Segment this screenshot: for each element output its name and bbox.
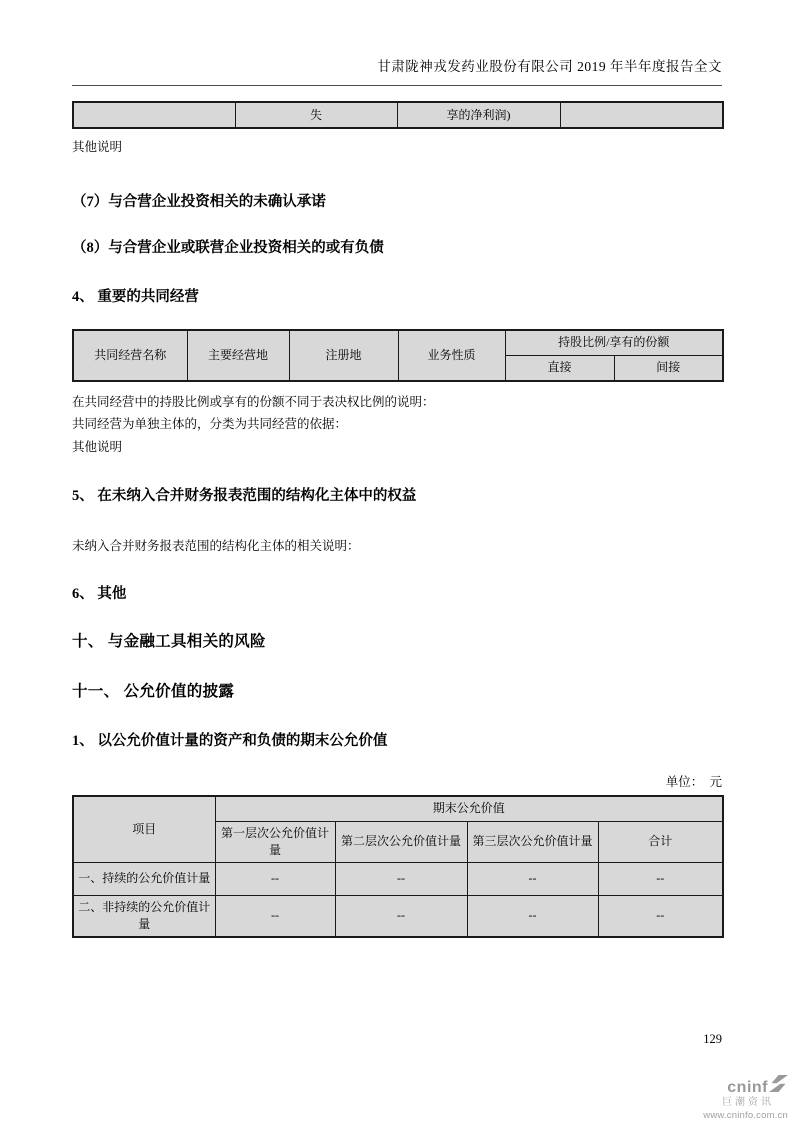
structured-entities-note: 未纳入合并财务报表范围的结构化主体的相关说明：	[72, 539, 360, 553]
row-label: 一、持续的公允价值计量	[73, 862, 215, 895]
carryover-cell-profit: 享的净利润)	[397, 102, 560, 128]
cell-value: --	[215, 895, 335, 937]
cell-value: --	[215, 862, 335, 895]
cninfo-logo	[696, 1075, 788, 1121]
heading-11-1-fair-value-period-end: 1、 以公允价值计量的资产和负债的期末公允价值	[72, 732, 388, 749]
heading-4-joint-operations: 4、 重要的共同经营	[72, 288, 199, 305]
cell-value: --	[335, 862, 467, 895]
cell-value: --	[467, 862, 598, 895]
joint-note-other: 其他说明	[72, 439, 123, 454]
other-note-label: 其他说明	[72, 140, 123, 154]
table-header-row	[73, 330, 723, 356]
col-joint-op-name: 共同经营名称	[73, 330, 187, 381]
heading-5-structured-entities: 5、 在未纳入合并财务报表范围的结构化主体中的权益	[72, 488, 417, 504]
col-direct: 直接	[505, 355, 614, 381]
col-business-nature: 业务性质	[398, 330, 505, 381]
heading-10-financial-instrument-risks: 十、 与金融工具相关的风险	[72, 632, 266, 650]
col-level3: 第三层次公允价值计量	[467, 821, 598, 862]
carryover-cell-empty-2	[560, 102, 723, 128]
col-total: 合计	[598, 821, 723, 862]
carryover-cell-empty-1	[73, 102, 235, 128]
col-level2: 第二层次公允价值计量	[335, 821, 467, 862]
joint-operations-table	[72, 329, 724, 382]
fair-value-table	[72, 795, 724, 938]
joint-note-basis: 共同经营为单独主体的，分类为共同经营的依据：	[72, 417, 348, 431]
unit-label: 单位： 元	[665, 774, 722, 789]
cninfo-logo-chinese-name: 巨潮资讯	[722, 1097, 774, 1108]
table-row-continuous	[73, 862, 723, 895]
cell-value: --	[598, 895, 723, 937]
joint-note-ratio: 在共同经营中的持股比例或享有的份额不同于表决权比例的说明：	[72, 394, 435, 409]
col-main-place: 主要经营地	[187, 330, 289, 381]
carryover-table	[72, 101, 724, 129]
heading-7-unrecognized-commitments: （7）与合营企业投资相关的未确认承诺	[72, 193, 326, 210]
cninfo-swoosh-icon	[769, 1075, 788, 1096]
cell-value: --	[335, 895, 467, 937]
table-row-noncontinuous	[73, 895, 723, 937]
page-number: 129	[703, 1032, 722, 1046]
cell-value: --	[598, 862, 723, 895]
page-header-title: 甘肃陇神戎发药业股份有限公司 2019 年半年度报告全文	[72, 55, 722, 86]
table-header-row	[73, 796, 723, 822]
row-label: 二、非持续的公允价值计量	[73, 895, 215, 937]
cninfo-logo-top	[696, 1075, 788, 1096]
table-row	[73, 102, 723, 128]
cninfo-logo-wordmark: cninf	[727, 1079, 768, 1096]
col-level1: 第一层次公允价值计量	[215, 821, 335, 862]
col-registered-place: 注册地	[289, 330, 398, 381]
col-shareholding-ratio: 持股比例/享有的份额	[505, 330, 723, 356]
carryover-cell-loss: 失	[235, 102, 397, 128]
col-indirect: 间接	[614, 355, 723, 381]
col-item: 项目	[73, 796, 215, 863]
heading-11-fair-value-disclosure: 十一、 公允价值的披露	[72, 682, 235, 700]
cell-value: --	[467, 895, 598, 937]
heading-6-other: 6、 其他	[72, 585, 127, 602]
cninfo-logo-url: www.cninfo.com.cn	[703, 1110, 788, 1121]
heading-8-contingent-liabilities: （8）与合营企业或联营企业投资相关的或有负债	[72, 239, 384, 256]
col-period-end-fair-value: 期末公允价值	[215, 796, 723, 822]
